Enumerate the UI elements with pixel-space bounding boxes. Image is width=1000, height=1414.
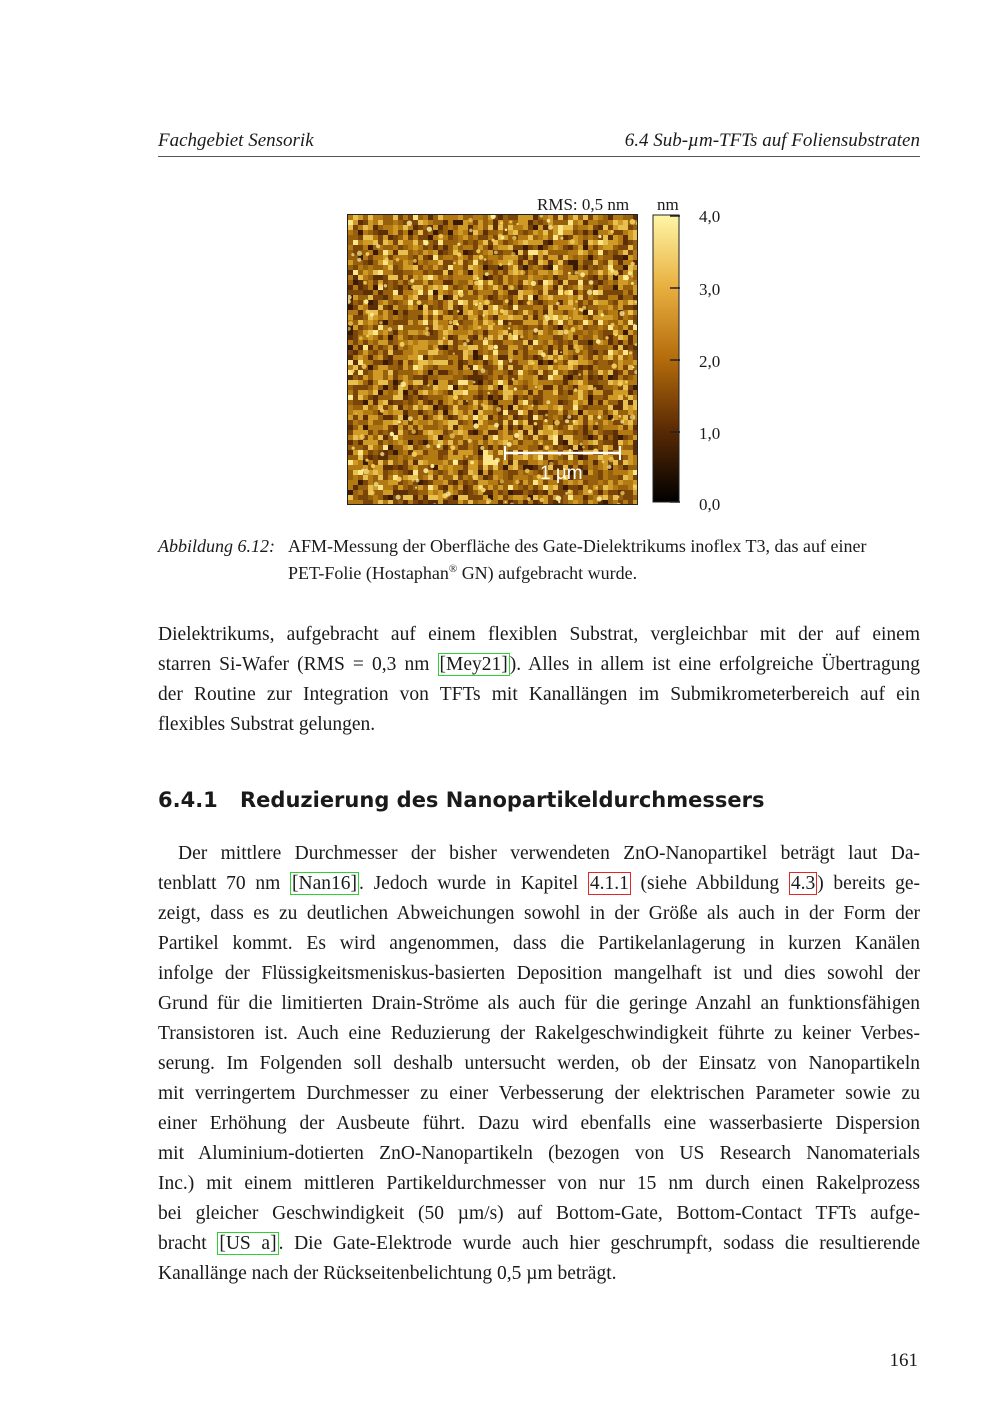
text-run: . Jedoch wurde in Kapitel (359, 873, 588, 894)
colorbar-tick-label: 2,0 (699, 352, 721, 371)
text-line (158, 869, 920, 899)
caption-line: GN) aufgebracht wurde. (457, 563, 638, 583)
caption-line: AFM-Messung der Oberfläche des Gate-Dielektrikums inoflex T3, das auf einer (288, 536, 867, 556)
text-line: Dielektrikums, aufgebracht auf einem flexiblen Substrat, vergleichbar mit der auf einem (158, 624, 920, 645)
text-line: mit Aluminium-dotierten ZnO-Nanopartikeln (bezogen von US Research Nanomaterials (158, 1143, 920, 1164)
text-run: starren Si-Wafer (RMS = 0,3 nm (158, 654, 438, 675)
header-right: 6.4 Sub-µm-TFTs auf Foliensubstraten (624, 130, 920, 151)
paragraph-1 (158, 620, 920, 740)
text-run: bracht (158, 1233, 218, 1254)
text-run: (siehe Abbildung (630, 873, 789, 894)
text-line: Kanallänge nach der Rückseitenbelichtung 0,5 µm beträgt. (158, 1263, 617, 1284)
text-line: einer Erhöhung der Ausbeute führt. Dazu wird ebenfalls eine wasserbasierte Dispersion (158, 1113, 920, 1134)
citation-link-mey21[interactable]: [Mey21] (439, 654, 508, 675)
section-number: 6.4.1 (158, 788, 218, 812)
scale-bar (348, 215, 638, 505)
colorbar-tick-label: 3,0 (699, 280, 721, 299)
caption-line: PET-Folie (Hostaphan (288, 563, 449, 583)
registered-mark: ® (448, 563, 458, 575)
text-line (158, 1229, 920, 1259)
text-line: zeigt, dass es zu deutlichen Abweichungen sowohl in der Größe als auch in der Form der (158, 903, 920, 924)
text-line (158, 650, 920, 680)
header-left: Fachgebiet Sensorik (158, 130, 314, 151)
afm-figure (330, 188, 750, 518)
colorbar-tick-label: 4,0 (699, 207, 721, 226)
chapter-link-4-1-1[interactable]: 4.1.1 (589, 873, 629, 894)
running-header (158, 128, 920, 157)
text-line: infolge der Flüssigkeitsmeniskus-basierten Deposition mangelhaft ist und dies sowohl der (158, 963, 920, 984)
text-line: Grund für die limitierten Drain-Ströme als auch für die geringe Anzahl an funktionsfähigen (158, 993, 920, 1014)
citation-link-nan16[interactable]: [Nan16] (292, 873, 357, 894)
text-run: . Die Gate-Elektrode wurde auch hier geschrumpft, sodass die resultierende (278, 1233, 920, 1254)
text-line: bei gleicher Geschwindigkeit (50 µm/s) auf Bottom-Gate, Bottom-Contact TFTs aufge- (158, 1203, 920, 1224)
section-title: Reduzierung des Nanopartikeldurchmessers (240, 788, 765, 812)
text-line: Partikel kommt. Es wird angenommen, dass die Partikelanlagerung in kurzen Kanälen (158, 933, 920, 954)
citation-link-us-a[interactable]: [US a] (219, 1233, 277, 1254)
text-line: Der mittlere Durchmesser der bisher verwendeten ZnO-Nanopartikel beträgt laut Da- (178, 843, 920, 864)
text-run: ). Alles in allem ist eine erfolgreiche Übertragung (509, 654, 920, 675)
text-line: Inc.) mit einem mittleren Partikeldurchmesser von nur 15 nm durch einen Rakelprozess (158, 1173, 920, 1194)
scale-bar-label: 1 µm (540, 463, 583, 484)
text-run: tenblatt 70 nm (158, 873, 291, 894)
colorbar-tick-label: 0,0 (699, 495, 721, 514)
text-line: Transistoren ist. Auch eine Reduzierung der Rakelgeschwindigkeit führte zu keiner Verbes- (158, 1023, 920, 1044)
rms-label: RMS: 0,5 nm (537, 195, 630, 214)
colorbar-tick-label: 1,0 (699, 424, 721, 443)
figure-link-4-3[interactable]: 4.3 (790, 873, 816, 894)
paragraph-2 (158, 839, 920, 1289)
caption-label: Abbildung 6.12: (158, 536, 275, 556)
page-number: 161 (889, 1350, 918, 1371)
afm-image (347, 214, 638, 505)
text-line: der Routine zur Integration von TFTs mit Kanallängen im Submikrometerbereich auf ein (158, 684, 920, 705)
text-line: serung. Im Folgenden soll deshalb untersucht werden, ob der Einsatz von Nanopartikeln (158, 1053, 920, 1074)
section-heading (158, 788, 920, 812)
colorbar-unit: nm (657, 195, 679, 214)
caption-text (288, 535, 922, 585)
text-run: ) bereits ge- (817, 873, 920, 894)
colorbar (650, 212, 690, 506)
text-line: flexibles Substrat gelungen. (158, 714, 376, 735)
text-line: mit verringertem Durchmesser zu einer Verbesserung der elektrischen Parameter sowie zu (158, 1083, 920, 1104)
